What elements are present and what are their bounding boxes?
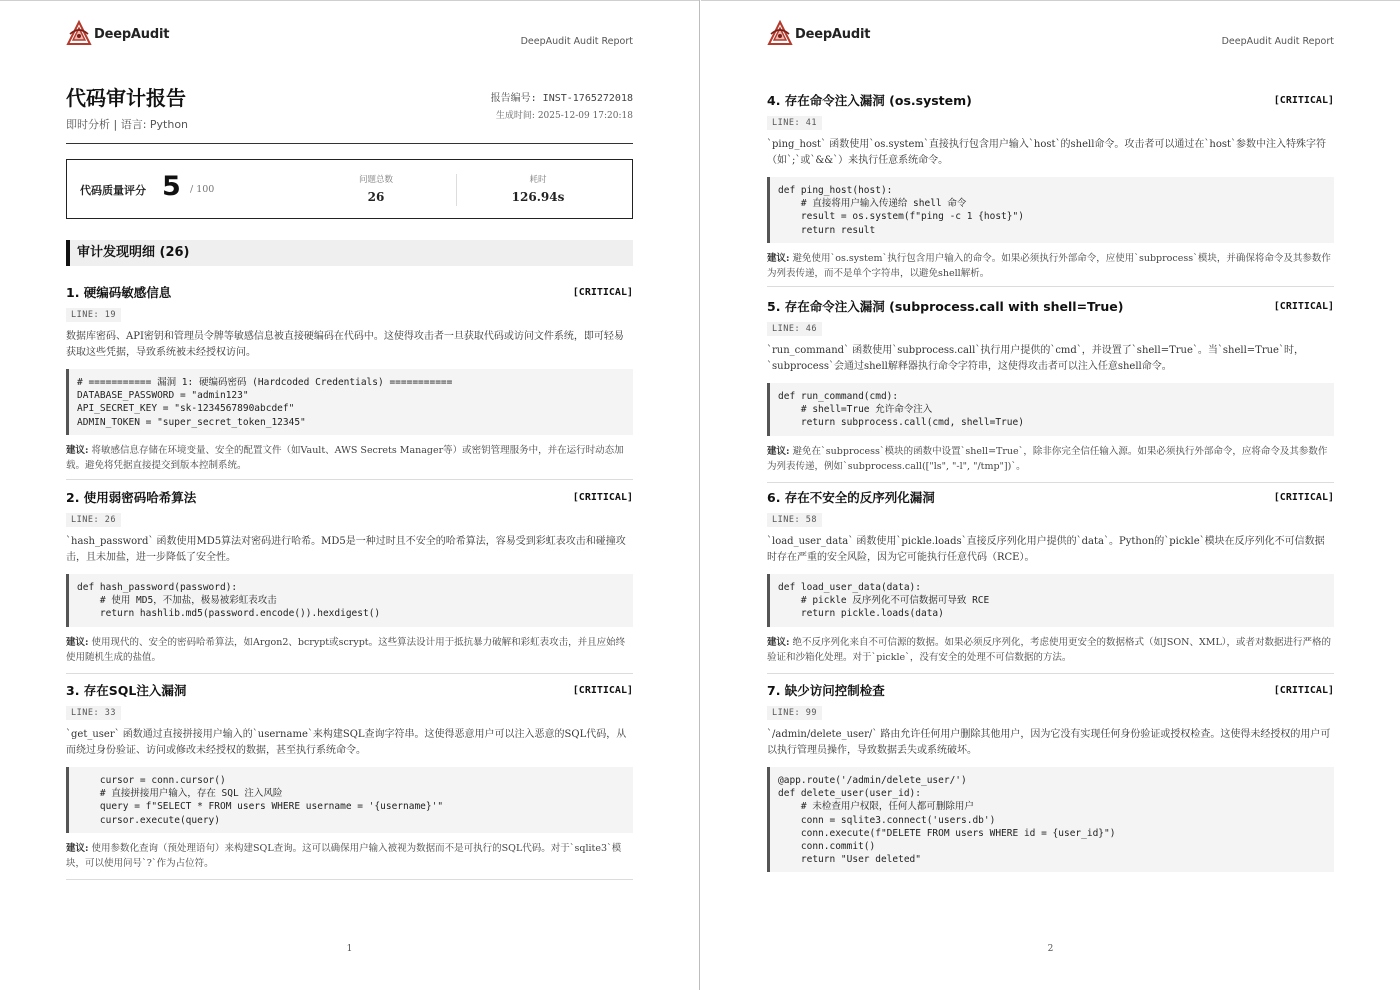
code-snippet: # =========== 漏洞 1: 硬编码密码 (Hardcoded Credentials) =========== DATABASE_PASSWORD = "admin123" API_SECRET_KEY = "sk-1234567890abcdef" ADMIN_TOKEN = "super_secret_token_12345" [66, 369, 633, 435]
severity-badge: [CRITICAL] [572, 287, 633, 298]
brand-name: DeepAudit [94, 26, 170, 42]
suggestion-label: 建议: [66, 444, 89, 456]
code-snippet: def load_user_data(data): # pickle 反序列化不可信数据可导致 RCE return pickle.loads(data) [767, 574, 1334, 627]
issues-label: 问题总数 [358, 175, 393, 185]
suggestion-text: 避免在`subprocess`模块的函数中设置`shell=True`，除非你完全信任输入源。如果必须执行外部命令，应将命令及其参数作为列表传递，例如`subprocess.call(["ls", "-l", "/tmp"])`。 [767, 445, 1328, 472]
suggestion-label: 建议: [767, 252, 790, 264]
severity-badge: [CRITICAL] [572, 492, 633, 503]
report-title-block [66, 82, 633, 144]
suggestion-text: 将敏感信息存储在环境变量、安全的配置文件（如Vault、AWS Secrets Manager等）或密钥管理服务中，并在运行时动态加载。避免将凭据直接提交到版本控制系统。 [66, 444, 624, 471]
finding-title: 5. 存在命令注入漏洞 (subprocess.call with shell=True) [767, 299, 1124, 314]
page-title: 代码审计报告 [66, 86, 186, 110]
page-top-border [701, 0, 1400, 1]
suggestion-label: 建议: [767, 445, 790, 457]
report-meta [491, 89, 633, 121]
report-generated-time: 生成时间: 2025-12-09 17:20:18 [495, 111, 633, 121]
finding-description: `/admin/delete_user/` 路由允许任何用户删除其他用户，因为它没有实现任何身份验证或授权检查。这使得未经授权的用户可以执行管理员操作，导致数据丢失或系统破坏。 [767, 729, 1331, 756]
suggestion-text: 使用参数化查询（预处理语句）来构建SQL查询。这可以确保用户输入被视为数据而不是可执行的SQL代码。对于`sqlite3`模块，可以使用问号`?`作为占位符。 [66, 842, 622, 869]
line-number: LINE: 58 [767, 513, 822, 527]
brand-name: DeepAudit [795, 26, 871, 42]
header-report-label: DeepAudit Audit Report [1221, 36, 1334, 47]
header-report-label: DeepAudit Audit Report [520, 36, 633, 47]
finding-7 [767, 682, 1334, 872]
page-header [767, 20, 1334, 56]
line-number: LINE: 46 [767, 322, 822, 336]
line-number: LINE: 41 [767, 116, 822, 130]
suggestion-label: 建议: [66, 636, 89, 648]
summary-box [66, 159, 633, 219]
finding-description: `ping_host` 函数使用`os.system`直接执行包含用户输入`host`的shell命令。攻击者可以通过在`host`参数中注入特殊字符（如`;`或`&&`）来执行任意系统命令。 [767, 139, 1327, 166]
page-number: 1 [346, 944, 353, 954]
finding-title: 7. 缺少访问控制检查 [767, 683, 885, 698]
line-number: LINE: 99 [767, 706, 822, 720]
issues-stat [326, 173, 426, 204]
finding-suggestion [767, 444, 1334, 474]
brand-logo [767, 20, 870, 48]
finding-4 [767, 92, 1334, 287]
finding-description: `get_user` 函数通过直接拼接用户输入的`username`来构建SQL查询字符串。这使得恶意用户可以注入恶意的SQL代码，从而绕过身份验证、访问或修改未经授权的数据，甚至执行系统命令。 [66, 729, 627, 756]
finding-2 [66, 489, 633, 674]
score-label: 代码质量评分 [80, 184, 146, 197]
severity-badge: [CRITICAL] [1273, 685, 1334, 696]
code-snippet: def hash_password(password): # 使用 MD5，不加盐，极易被彩虹表攻击 return hashlib.md5(password.encode()).hexdigest() [66, 574, 633, 627]
time-stat [488, 173, 588, 204]
code-snippet: cursor = conn.cursor() # 直接拼接用户输入，存在 SQL 注入风险 query = f"SELECT * FROM users WHERE username = '{username}'" cursor.execute(query) [66, 767, 633, 833]
finding-suggestion [66, 443, 633, 473]
report-page-2 [701, 0, 1400, 990]
finding-description: 数据库密码、API密钥和管理员令牌等敏感信息被直接硬编码在代码中。这使得攻击者一旦获取代码或访问文件系统，即可轻易获取这些凭据，导致系统被未经授权访问。 [66, 331, 624, 358]
finding-suggestion [767, 635, 1334, 665]
suggestion-label: 建议: [767, 636, 790, 648]
page-header [66, 20, 633, 56]
severity-badge: [CRITICAL] [1273, 95, 1334, 106]
finding-suggestion [66, 635, 633, 665]
line-number: LINE: 33 [66, 706, 121, 720]
code-snippet: @app.route('/admin/delete_user/') def delete_user(user_id): # 未检查用户权限，任何人都可删除用户 conn = sqlite3.connect('users.db') conn.execute(f"DELETE FROM users WHERE id = {user_id}") conn.commit() return "User deleted" [767, 767, 1334, 872]
finding-suggestion [767, 251, 1334, 281]
finding-title: 6. 存在不安全的反序列化漏洞 [767, 490, 935, 505]
finding-5 [767, 298, 1334, 483]
findings-section-heading: 审计发现明细 (26) [66, 240, 633, 266]
code-snippet: def ping_host(host): # 直接将用户输入传递给 shell 命令 result = os.system(f"ping -c 1 {host}") return result [767, 177, 1334, 243]
line-number: LINE: 26 [66, 513, 121, 527]
code-snippet: def run_command(cmd): # shell=True 允许命令注入 return subprocess.call(cmd, shell=True) [767, 383, 1334, 436]
time-label: 耗时 [529, 175, 547, 185]
report-id: 报告编号: INST-1765272018 [490, 93, 633, 104]
suggestion-text: 绝不反序列化来自不可信源的数据。如果必须反序列化，考虑使用更安全的数据格式（如JSON、XML），或者对数据进行严格的验证和沙箱化处理。对于`pickle`，没有安全的处理不可信数据的方法。 [767, 636, 1332, 663]
time-value: 126.94s [511, 190, 565, 204]
line-number: LINE: 19 [66, 308, 121, 322]
brand-logo [66, 20, 169, 48]
page-number: 2 [1047, 944, 1054, 954]
report-subtitle: 即时分析 | 语言: Python [66, 118, 189, 131]
finding-description: `run_command` 函数使用`subprocess.call`执行用户提供的`cmd`，并设置了`shell=True`。当`shell=True`时，`subprocess`会通过shell解释器执行命令字符串，这使得攻击者可以注入任意shell命令。 [767, 345, 1304, 372]
finding-description: `load_user_data` 函数使用`pickle.loads`直接反序列化用户提供的`data`。Python的`pickle`模块在反序列化不可信数据时存在严重的安全风险，因为它可能执行任意代码（RCE）。 [767, 536, 1325, 563]
finding-title: 2. 使用弱密码哈希算法 [66, 490, 197, 505]
severity-badge: [CRITICAL] [572, 685, 633, 696]
finding-description: `hash_password` 函数使用MD5算法对密码进行哈希。MD5是一种过时且不安全的哈希算法，容易受到彩虹表攻击和碰撞攻击，且未加盐，进一步降低了安全性。 [66, 536, 626, 563]
finding-title: 1. 硬编码敏感信息 [66, 285, 172, 300]
finding-6 [767, 489, 1334, 674]
deepaudit-logo-icon [66, 20, 92, 48]
suggestion-label: 建议: [66, 842, 89, 854]
finding-suggestion [66, 841, 633, 871]
stat-divider [456, 174, 457, 206]
score-max: / 100 [190, 184, 215, 195]
suggestion-text: 使用现代的、安全的密码哈希算法，如Argon2、bcrypt或scrypt。这些算法设计用于抵抗暴力破解和彩虹表攻击，并且应始终使用随机生成的盐值。 [66, 636, 626, 663]
page-top-border [0, 0, 699, 1]
suggestion-text: 避免使用`os.system`执行包含用户输入的命令。如果必须执行外部命令，应使用`subprocess`模块，并确保将命令及其参数作为列表传递，而不是单个字符串，以避免shell解析。 [767, 252, 1331, 279]
severity-badge: [CRITICAL] [1273, 492, 1334, 503]
severity-badge: [CRITICAL] [1273, 301, 1334, 312]
finding-1 [66, 284, 633, 480]
score-value: 5 [162, 171, 181, 202]
finding-3 [66, 682, 633, 880]
deepaudit-logo-icon [767, 20, 793, 48]
finding-title: 4. 存在命令注入漏洞 (os.system) [767, 93, 972, 108]
finding-title: 3. 存在SQL注入漏洞 [66, 683, 187, 698]
issues-value: 26 [367, 190, 385, 204]
